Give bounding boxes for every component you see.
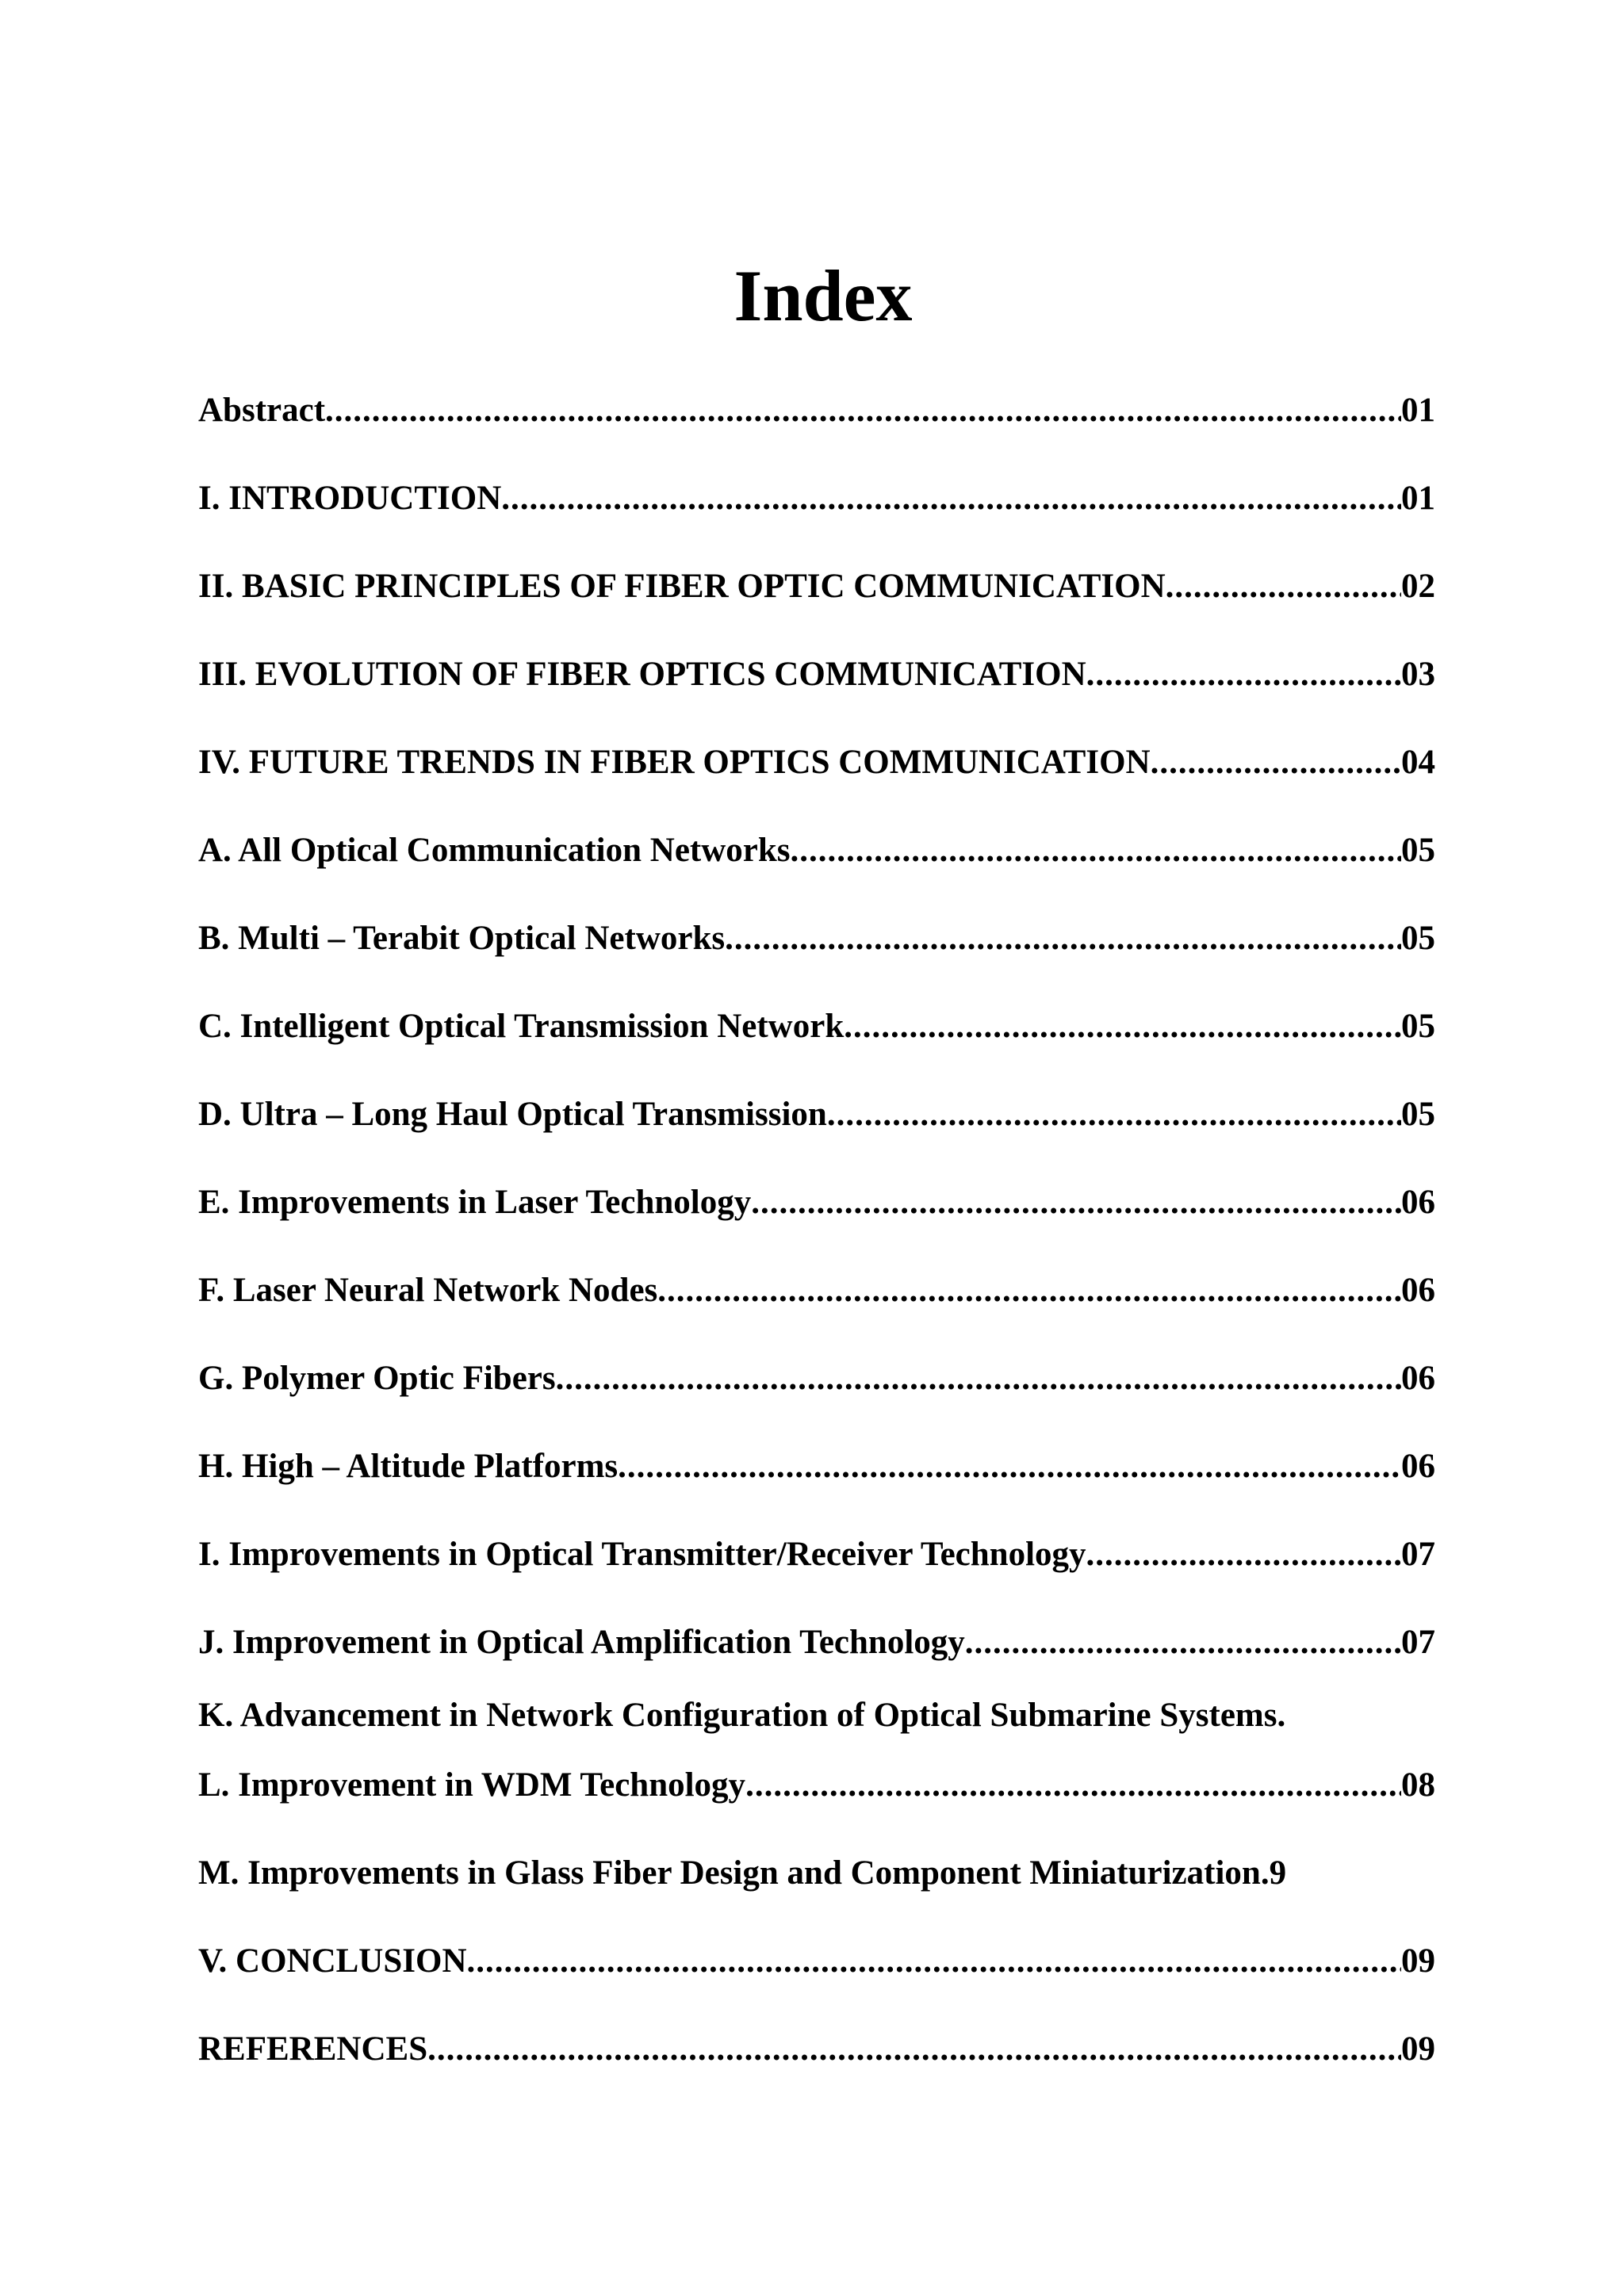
toc-entry-label: H. High – Altitude Platforms (198, 1448, 619, 1485)
toc-entry-page: 04 (1401, 744, 1435, 781)
toc-entry-page: 07 (1401, 1624, 1435, 1661)
toc-entry-references[interactable] (198, 2027, 1435, 2072)
toc-entry-submarine-systems[interactable] (198, 1693, 1435, 1738)
dot-leader (1151, 740, 1401, 785)
toc-entry-label: V. CONCLUSION (198, 1942, 467, 1980)
toc-entry-page: 09 (1401, 1942, 1435, 1980)
toc-entry-label: F. Laser Neural Network Nodes (198, 1272, 658, 1309)
toc-entry-label: Abstract (198, 392, 326, 429)
toc-entry-label: REFERENCES (198, 2030, 428, 2068)
toc-entry-all-optical[interactable] (198, 828, 1435, 873)
dot-leader (556, 1357, 1401, 1401)
toc-entry-label: E. Improvements in Laser Technology (198, 1184, 752, 1221)
dot-leader (791, 828, 1401, 873)
toc-entry-page: 05 (1401, 832, 1435, 869)
toc-entry-label: A. All Optical Communication Networks (198, 832, 791, 869)
toc-entry-transmitter-receiver[interactable] (198, 1533, 1435, 1577)
toc-entry-abstract[interactable] (198, 388, 1435, 433)
dot-leader (844, 1004, 1401, 1049)
toc-entry-label: B. Multi – Terabit Optical Networks (198, 920, 726, 957)
toc-entry-page: 01 (1401, 480, 1435, 517)
toc-entry-page: 09 (1401, 2030, 1435, 2068)
toc-entry-page: 06 (1401, 1272, 1435, 1309)
toc-entry-label: J. Improvement in Optical Amplification Technology (198, 1624, 965, 1661)
toc-entry-label: D. Ultra – Long Haul Optical Transmission (198, 1096, 827, 1133)
toc-entry-label: K. Advancement in Network Configuration of Optical Submarine Systems. (198, 1697, 1286, 1734)
page-title: Index (733, 255, 913, 336)
dot-leader (725, 916, 1401, 961)
toc-entry-high-altitude[interactable] (198, 1445, 1435, 1489)
toc-entry-glass-fiber[interactable] (198, 1851, 1435, 1896)
dot-leader (1166, 564, 1401, 609)
toc-entry-polymer-fibers[interactable] (198, 1357, 1435, 1401)
toc-entry-page: 05 (1401, 1096, 1435, 1133)
toc-entry-label: II. BASIC PRINCIPLES OF FIBER OPTIC COMMUNICATION (198, 568, 1166, 605)
toc-entry-page: 08 (1401, 1766, 1435, 1804)
toc-entry-laser-neural[interactable] (198, 1269, 1435, 1313)
toc-entry-label: M. Improvements in Glass Fiber Design and Component Miniaturization.9 (198, 1854, 1287, 1892)
toc-entry-page: 06 (1401, 1184, 1435, 1221)
dot-leader (618, 1445, 1401, 1489)
toc-entry-future-trends[interactable] (198, 740, 1435, 785)
toc-entry-evolution[interactable] (198, 652, 1435, 697)
dot-leader (501, 476, 1401, 521)
toc-entry-label: G. Polymer Optic Fibers (198, 1360, 556, 1397)
toc-entry-label: III. EVOLUTION OF FIBER OPTICS COMMUNICATION (198, 656, 1086, 693)
toc-entry-page: 01 (1401, 392, 1435, 429)
toc-entry-wdm[interactable] (198, 1763, 1435, 1808)
toc-entry-page: 03 (1401, 656, 1435, 693)
toc-entry-multi-terabit[interactable] (198, 916, 1435, 961)
toc-entry-basic-principles[interactable] (198, 564, 1435, 609)
toc-entry-page: 05 (1401, 1008, 1435, 1045)
toc-entry-conclusion[interactable] (198, 1939, 1435, 1984)
dot-leader (657, 1269, 1401, 1313)
toc-entry-amplification[interactable] (198, 1621, 1435, 1665)
toc-entry-label: I. Improvements in Optical Transmitter/Receiver Technology (198, 1536, 1086, 1573)
dot-leader (965, 1621, 1401, 1665)
dot-leader (427, 2027, 1401, 2072)
toc-entry-introduction[interactable] (198, 476, 1435, 521)
toc-entry-page: 06 (1401, 1360, 1435, 1397)
dot-leader (467, 1939, 1402, 1984)
toc-entry-page: 02 (1401, 568, 1435, 605)
toc-entry-label: IV. FUTURE TRENDS IN FIBER OPTICS COMMUNICATION (198, 744, 1151, 781)
toc-entry-page: 07 (1401, 1536, 1435, 1573)
toc-entry-laser-technology[interactable] (198, 1181, 1435, 1225)
toc-entry-ultra-long-haul[interactable] (198, 1093, 1435, 1137)
toc-entry-page: 06 (1401, 1448, 1435, 1485)
dot-leader (745, 1763, 1401, 1808)
dot-leader (1086, 1533, 1401, 1577)
dot-leader (325, 388, 1401, 433)
dot-leader (827, 1093, 1401, 1137)
toc-entry-page: 05 (1401, 920, 1435, 957)
dot-leader (751, 1181, 1401, 1225)
toc-entry-intelligent[interactable] (198, 1004, 1435, 1049)
dot-leader (1086, 652, 1401, 697)
toc-entry-label: I. INTRODUCTION (198, 480, 502, 517)
toc-entry-label: C. Intelligent Optical Transmission Network (198, 1008, 845, 1045)
toc-entry-label: L. Improvement in WDM Technology (198, 1766, 746, 1804)
